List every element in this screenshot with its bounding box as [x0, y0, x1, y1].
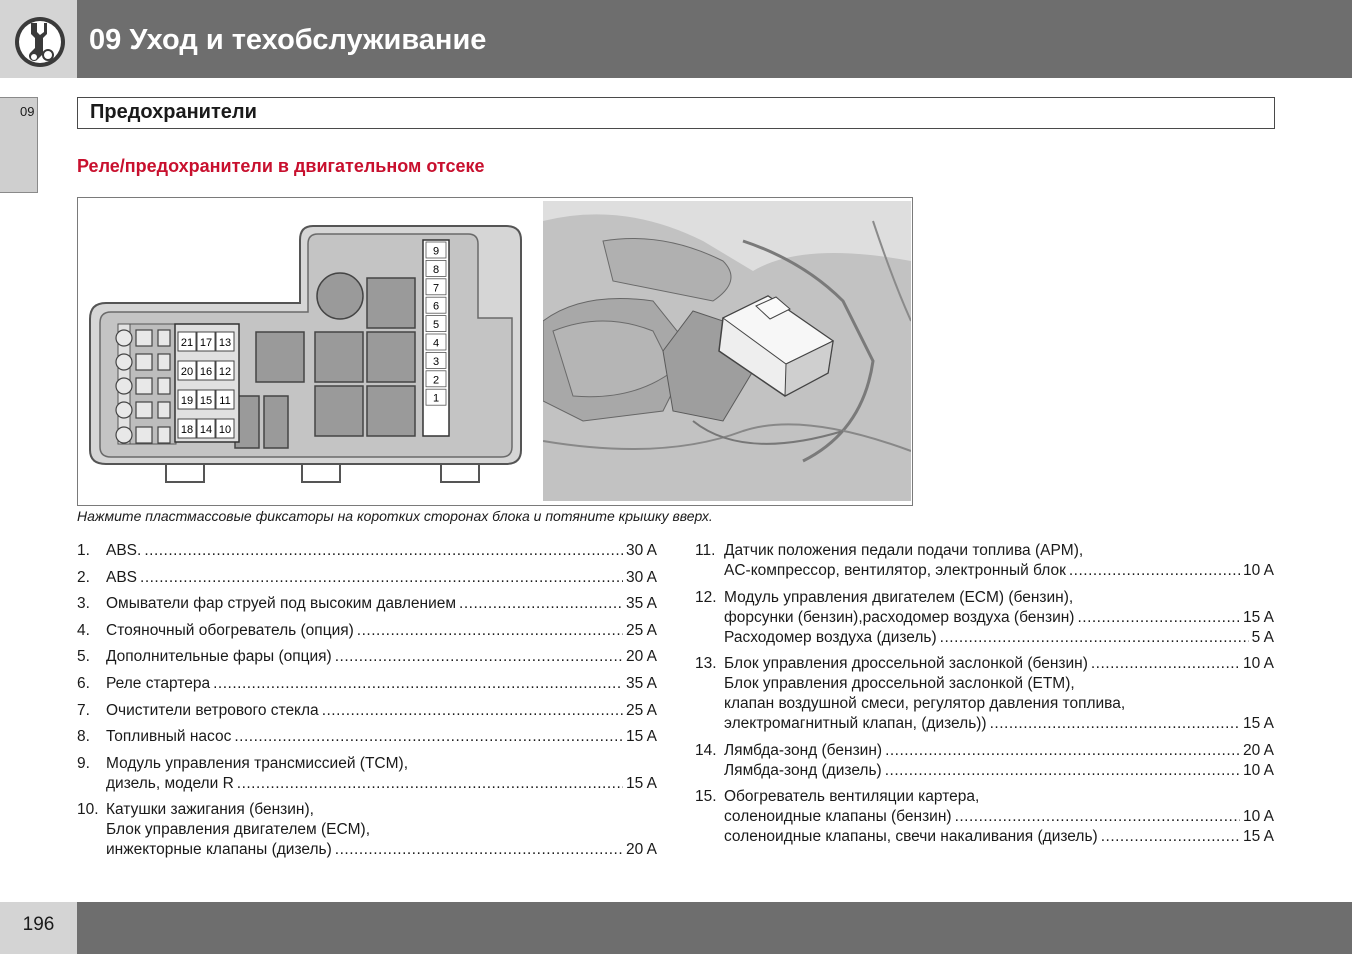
- fuse-slot-number: 20: [180, 366, 194, 378]
- fuse-description-line: [106, 701, 657, 721]
- fuse-slot-number: 14: [199, 424, 213, 436]
- fuse-description-line: [724, 787, 1274, 807]
- page-footer: [0, 902, 1352, 954]
- figure-caption: Нажмите пластмассовые фиксаторы на коротких сторонах блока и потяните крышку вверх.: [77, 508, 713, 524]
- fuse-description: AC-компрессор, вентилятор, электронный блок: [724, 562, 1066, 579]
- fuse-box-figure: [77, 197, 913, 506]
- fuse-slot-number: 6: [432, 300, 440, 313]
- fuse-number: 14.: [695, 741, 717, 759]
- fuse-list-left: [77, 541, 657, 867]
- fuse-description: Датчик положения педали подачи топлива (APM),: [724, 542, 1084, 559]
- fuse-description: Лямбда-зонд (дизель): [724, 761, 882, 779]
- fuse-description: Обогреватель вентиляции картера,: [724, 788, 980, 806]
- dot-leader: [322, 701, 623, 721]
- fuse-slot-number: 11: [219, 395, 231, 407]
- fuse-list-item: [695, 541, 1274, 581]
- fuse-description: Дополнительные фары (опция): [106, 648, 332, 666]
- fuse-description: Блок управления дроссельной заслонкой (бензин): [724, 655, 1088, 673]
- dot-leader: [940, 628, 1249, 648]
- dot-leader: [1069, 561, 1240, 581]
- fuse-list-item: [77, 727, 657, 747]
- fuse-list-item: [695, 741, 1274, 781]
- fuse-description-line: [724, 827, 1274, 847]
- section-title: Предохранители: [90, 101, 257, 123]
- fuse-slot-number: 7: [432, 282, 440, 295]
- fuse-description: соленоидные клапаны, свечи накаливания (дизель): [724, 828, 1098, 846]
- fuse-description: Катушки зажигания (бензин),: [106, 801, 314, 819]
- fuse-list-item: [77, 568, 657, 588]
- fuse-description: Реле стартера: [106, 674, 211, 692]
- header-icon-box: [0, 0, 77, 78]
- fuse-number: 9.: [77, 754, 90, 772]
- fuse-amperage: 10 A: [1242, 655, 1274, 673]
- dot-leader: [1101, 827, 1240, 847]
- fuse-amperage: 10 A: [1242, 562, 1274, 579]
- fuse-slot-number: 19: [180, 395, 194, 407]
- fuse-amperage: 15 A: [1242, 608, 1274, 626]
- fuse-slot-number: 17: [199, 337, 213, 349]
- fuse-list-item: [77, 621, 657, 641]
- fuse-slot-number: 10: [218, 424, 232, 436]
- fuse-number: 4.: [77, 621, 90, 639]
- fuse-slot-number: 9: [432, 245, 440, 258]
- fuse-description-line: [106, 774, 657, 794]
- fuse-amperage: 10 A: [1242, 761, 1274, 779]
- fuse-description: дизель, модели R: [106, 774, 234, 792]
- dot-leader: [1077, 608, 1240, 628]
- fuse-number: 15.: [695, 788, 717, 806]
- fuse-description: Модуль управления двигателем (ECM) (бензин),: [724, 588, 1074, 606]
- fuse-description-line: [106, 621, 657, 641]
- fuse-list-item: [77, 674, 657, 694]
- fuse-description: Стояночный обогреватель (опция): [106, 621, 354, 639]
- dot-leader: [885, 741, 1240, 761]
- wrench-icon: [0, 0, 77, 78]
- dot-leader: [335, 647, 623, 667]
- fuse-description-line: [724, 674, 1274, 694]
- fuse-description-line: [724, 541, 1274, 561]
- fuse-number: 3.: [77, 595, 90, 613]
- fuse-slot-number: 8: [432, 263, 440, 276]
- fuse-description-line: [724, 654, 1274, 674]
- fuse-amperage: 15 A: [1242, 828, 1274, 846]
- chapter-number: 09: [20, 104, 35, 119]
- fuse-description: Топливный насос: [106, 728, 232, 746]
- fuse-number: 8.: [77, 728, 90, 746]
- fuse-list-right: [695, 541, 1274, 854]
- fuse-amperage: 15 A: [625, 774, 657, 792]
- fuse-slot-number: 4: [432, 337, 440, 350]
- fuse-description-line: [106, 800, 657, 820]
- fuse-description-line: [106, 568, 657, 588]
- fuse-list-item: [77, 541, 657, 561]
- dot-leader: [990, 714, 1240, 734]
- fuse-number: 12.: [695, 588, 717, 606]
- fuse-number: 2.: [77, 568, 90, 586]
- fuse-slot-number: 1: [432, 392, 440, 405]
- fuse-description: ABS.: [106, 542, 142, 559]
- fuse-slot-number: 12: [218, 366, 232, 378]
- fuse-list-item: [77, 800, 657, 860]
- fuse-list-item: [77, 594, 657, 614]
- fuse-description-line: [106, 754, 657, 774]
- fuse-description: инжекторные клапаны (дизель): [106, 841, 332, 859]
- fuse-number: 10.: [77, 801, 99, 819]
- fuse-list-item: [695, 787, 1274, 847]
- dot-leader: [459, 594, 623, 614]
- fuse-description-line: [724, 807, 1274, 827]
- fuse-description: Очистители ветрового стекла: [106, 701, 319, 719]
- dot-leader: [335, 840, 623, 860]
- dot-leader: [885, 761, 1240, 781]
- subheading: Реле/предохранители в двигательном отсеке: [77, 156, 485, 176]
- fuse-description: форсунки (бензин),расходомер воздуха (бензин): [724, 608, 1075, 626]
- fuse-amperage: 10 A: [1242, 808, 1274, 826]
- fuse-amperage: 30 A: [625, 568, 657, 586]
- fuse-amperage: 35 A: [625, 595, 657, 613]
- fuse-description: электромагнитный клапан, (дизель)): [724, 715, 987, 733]
- fuse-list-item: [695, 588, 1274, 648]
- fuse-slot-number: 5: [432, 319, 440, 332]
- fuse-amperage: 15 A: [625, 728, 657, 746]
- chapter-side-tab: [0, 97, 38, 193]
- fuse-description-line: [724, 588, 1274, 608]
- fuse-description: соленоидные клапаны (бензин): [724, 808, 952, 826]
- fuse-number: 7.: [77, 701, 90, 719]
- fuse-amperage: 15 A: [1242, 715, 1274, 733]
- fuse-description-line: [106, 541, 657, 561]
- dot-leader: [1091, 654, 1240, 674]
- fuse-amperage: 35 A: [625, 674, 657, 692]
- fuse-description-line: [106, 674, 657, 694]
- fuse-number: 5.: [77, 648, 90, 666]
- fuse-amperage: 25 A: [625, 701, 657, 719]
- section-title-box: [77, 97, 1275, 129]
- fuse-amperage: 20 A: [625, 648, 657, 666]
- fuse-amperage: 20 A: [1242, 741, 1274, 759]
- engine-bay-photo: [543, 201, 911, 501]
- fuse-amperage: 5 A: [1251, 628, 1274, 646]
- fuse-list-item: [695, 654, 1274, 734]
- fuse-description: Лямбда-зонд (бензин): [724, 741, 883, 759]
- dot-leader: [140, 568, 623, 588]
- fuse-slot-number: 13: [218, 337, 232, 349]
- fuse-description-line: [724, 694, 1274, 714]
- fuse-description-line: [106, 840, 657, 860]
- fuse-number: 13.: [695, 655, 717, 673]
- fuse-slot-number: 18: [180, 424, 194, 436]
- fuse-description: Блок управления дроссельной заслонкой (ETM),: [724, 675, 1075, 693]
- fuse-description: Омыватели фар струей под высоким давлением: [106, 595, 457, 613]
- dot-leader: [144, 541, 623, 561]
- fuse-number: 6.: [77, 674, 90, 692]
- fuse-description-line: [106, 727, 657, 747]
- dot-leader: [237, 774, 623, 794]
- fuse-description-line: [106, 647, 657, 667]
- dot-leader: [234, 727, 623, 747]
- page-number-box: [0, 902, 77, 954]
- fuse-description-line: [724, 628, 1274, 648]
- fuse-slot-number: 15: [199, 395, 213, 407]
- dot-leader: [955, 807, 1240, 827]
- dot-leader: [213, 674, 623, 694]
- fuse-amperage: 30 A: [625, 542, 657, 559]
- fuse-description-line: [724, 741, 1274, 761]
- fuse-description: Расходомер воздуха (дизель): [724, 628, 937, 646]
- fuse-description-line: [106, 594, 657, 614]
- fuse-description: клапан воздушной смеси, регулятор давления топлива,: [724, 695, 1126, 713]
- fuse-slot-number: 16: [199, 366, 213, 378]
- fuse-number: 1.: [77, 542, 90, 559]
- fuse-description: Модуль управления трансмиссией (TCM),: [106, 754, 409, 772]
- fuse-description-line: [724, 714, 1274, 734]
- fuse-list-item: [77, 754, 657, 794]
- page-number: 196: [22, 914, 55, 935]
- fuse-number: 11.: [695, 542, 716, 559]
- fuse-description-line: [724, 608, 1274, 628]
- fuse-description-line: [724, 761, 1274, 781]
- fuse-list-item: [77, 701, 657, 721]
- dot-leader: [357, 621, 623, 641]
- fuse-description-line: [106, 820, 657, 840]
- page-title: 09 Уход и техобслуживание: [89, 24, 487, 56]
- fuse-description: ABS: [106, 568, 138, 586]
- fuse-slot-number: 21: [180, 337, 194, 349]
- fuse-box-diagram: [78, 198, 534, 505]
- fuse-description: Блок управления двигателем (ECM),: [106, 821, 371, 839]
- fuse-slot-number: 3: [432, 355, 440, 368]
- fuse-description-line: [724, 561, 1274, 581]
- fuse-slot-number: 2: [432, 374, 440, 387]
- fuse-amperage: 20 A: [625, 841, 657, 859]
- fuse-amperage: 25 A: [625, 621, 657, 639]
- fuse-list-item: [77, 647, 657, 667]
